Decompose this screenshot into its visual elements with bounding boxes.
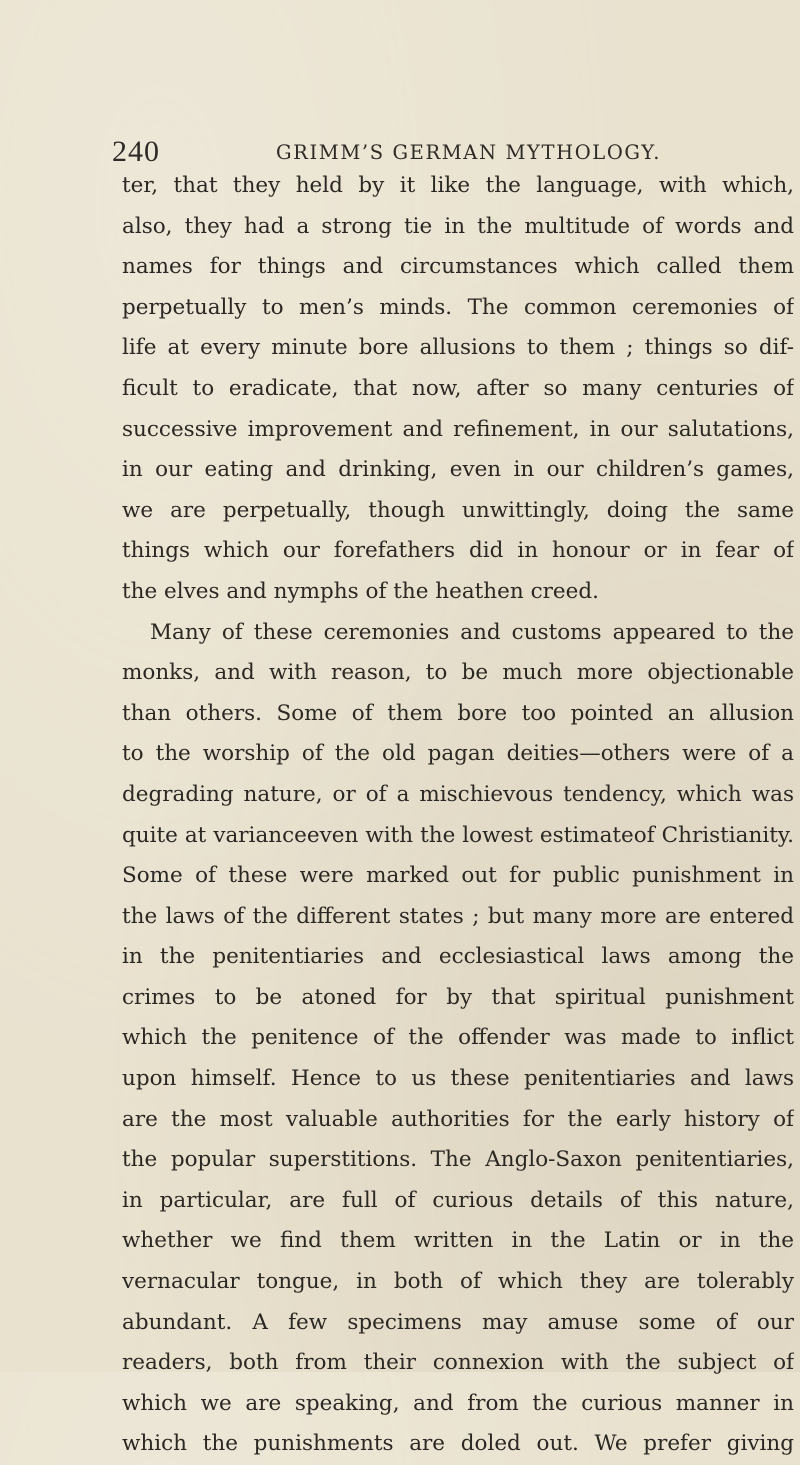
text-line: which the penitence of the offender was made to inflict xyxy=(122,1025,794,1051)
text-line: names for things and circumstances which called them xyxy=(122,254,794,280)
text-line: successive improvement and refinement, in our salutations, xyxy=(122,416,794,442)
text-line: Some of these were marked out for public punishment in xyxy=(122,863,794,889)
text-line: also, they had a strong tie in the multitude of words and xyxy=(122,213,794,239)
page-number: 240 xyxy=(112,135,160,168)
text-line: life at every minute bore allusions to them ; things so dif- xyxy=(122,335,794,361)
body-text xyxy=(122,166,794,1465)
paragraph-2 xyxy=(122,613,794,1465)
text-line: in our eating and drinking, even in our children’s games, xyxy=(122,457,794,483)
text-line: degrading nature, or of a mischievous tendency, which was xyxy=(122,781,794,807)
running-title: GRIMM’S GERMAN MYTHOLOGY. xyxy=(276,141,662,164)
text-line: we are perpetually, though unwittingly, doing the same xyxy=(122,497,794,523)
text-line: Many of these ceremonies and customs appeared to the xyxy=(150,619,794,645)
text-line: in particular, are full of curious details of this nature, xyxy=(122,1187,794,1213)
text-line: the elves and nymphs of the heathen creed. xyxy=(122,578,599,604)
text-line: which we are speaking, and from the curious manner in xyxy=(122,1390,794,1416)
text-line: things which our forefathers did in honour or in fear of xyxy=(122,538,794,564)
text-line: whether we find them written in the Latin or in the xyxy=(122,1228,794,1254)
text-line: monks, and with reason, to be much more objectionable xyxy=(122,660,794,686)
text-line: crimes to be atoned for by that spiritual punishment xyxy=(122,984,794,1010)
text-line: the popular superstitions. The Anglo-Saxon penitentiaries, xyxy=(122,1147,794,1173)
text-line: abundant. A few specimens may amuse some of our xyxy=(122,1309,794,1335)
text-line: ter, that they held by it like the language, with which, xyxy=(122,173,794,198)
text-line: which the punishments are doled out. We prefer giving xyxy=(122,1431,794,1457)
text-line: readers, both from their connexion with the subject of xyxy=(122,1350,794,1376)
text-line: are the most valuable authorities for the early history of xyxy=(122,1106,794,1132)
text-line: upon himself. Hence to us these penitentiaries and laws xyxy=(122,1066,794,1092)
text-line: to the worship of the old pagan deities—others were of a xyxy=(122,741,794,767)
paragraph-1 xyxy=(122,166,794,613)
text-line: the laws of the different states ; but many more are entered xyxy=(122,903,794,929)
text-line: in the penitentiaries and ecclesiastical laws among the xyxy=(122,944,794,970)
text-line: than others. Some of them bore too pointed an allusion xyxy=(122,700,794,726)
text-line: quite at varianceeven with the lowest estimateof Christianity. xyxy=(122,822,794,848)
text-line: perpetually to men’s minds. The common ceremonies of xyxy=(122,294,794,320)
text-line: vernacular tongue, in both of which they are tolerably xyxy=(122,1269,794,1295)
text-line: ficult to eradicate, that now, after so many centuries of xyxy=(122,375,794,401)
